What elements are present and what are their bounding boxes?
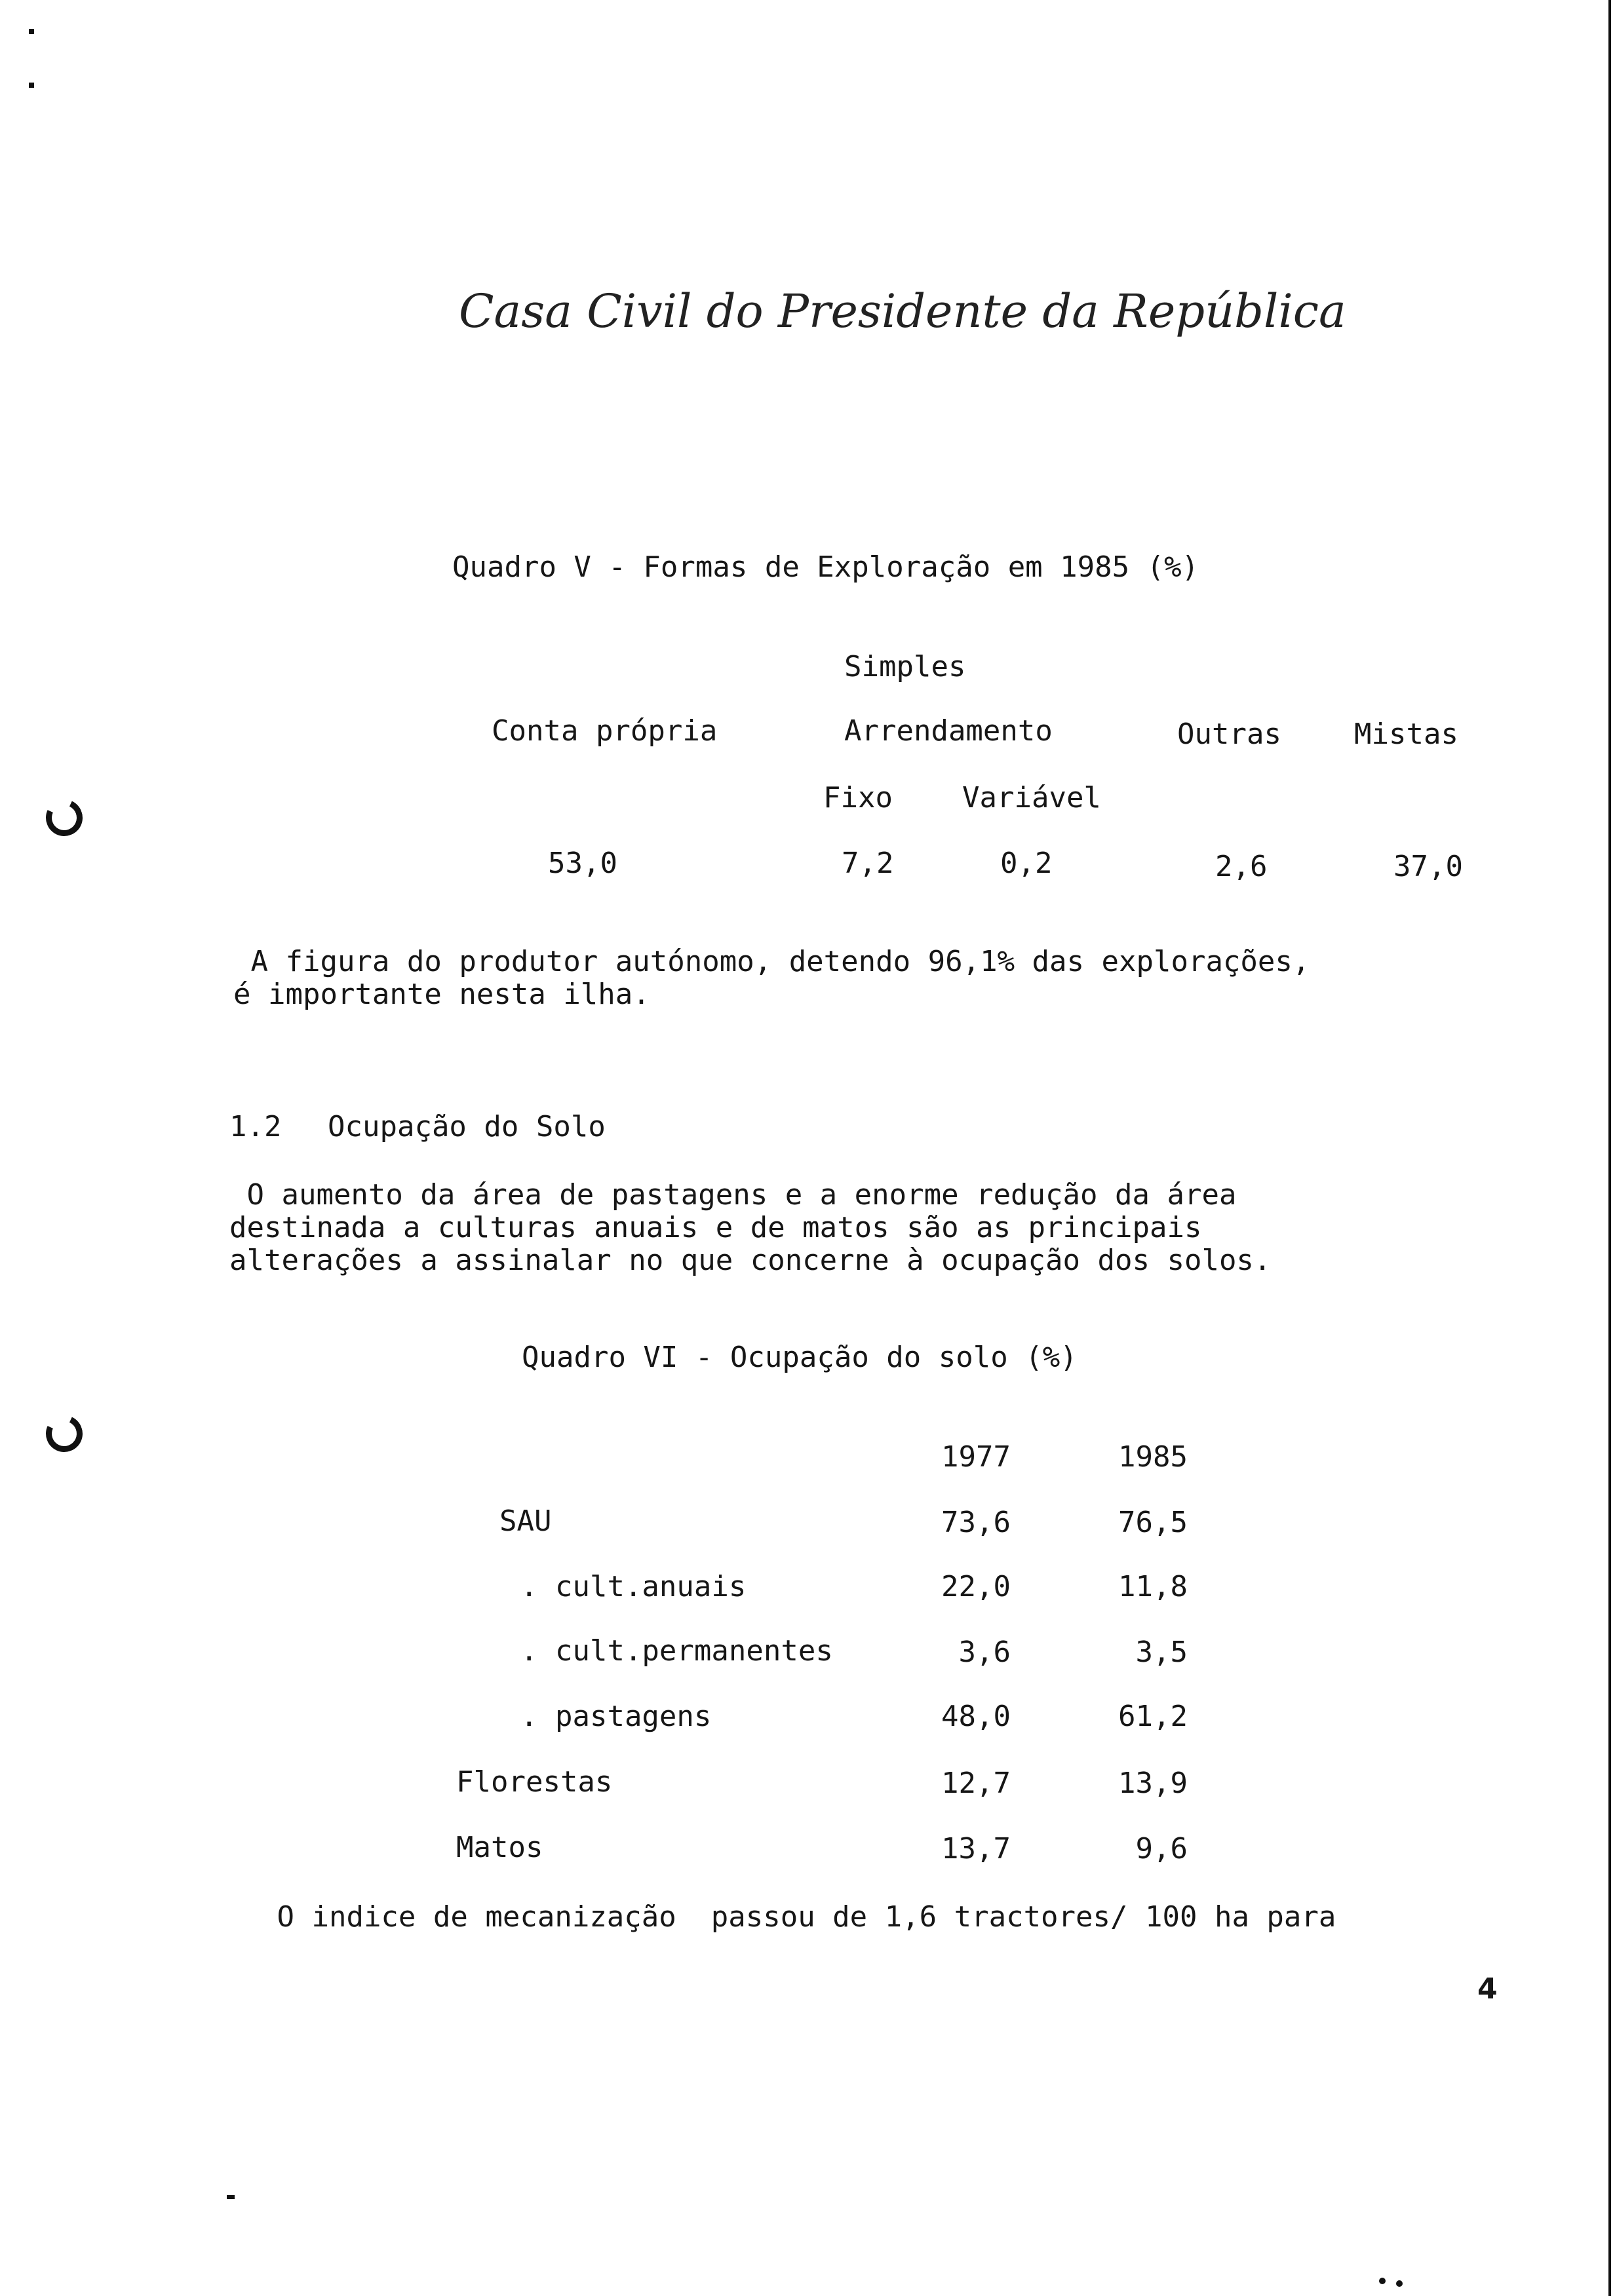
quadro-vi-cell-1977: 22,0 <box>941 1570 1011 1603</box>
paragraph-ocupacao-line-3: alterações a assinalar no que concerne à ocupação dos solos. <box>229 1244 1272 1277</box>
quadro-vi-cell-1977: 13,7 <box>941 1832 1011 1866</box>
scan-speck <box>29 29 34 34</box>
quadro-vi-cell-1985: 11,8 <box>1118 1570 1188 1603</box>
quadro-vi-row-label: . cult.permanentes <box>520 1634 833 1668</box>
scan-speck <box>1396 2280 1403 2287</box>
page-edge-line <box>1608 0 1611 2296</box>
punch-hole-mark <box>41 1410 88 1457</box>
quadro-v-header-conta-propria: Conta própria <box>492 714 718 748</box>
scan-speck <box>1379 2278 1386 2284</box>
quadro-vi-row-label: . pastagens <box>520 1700 712 1733</box>
quadro-v-header-outras: Outras <box>1177 718 1281 751</box>
quadro-v-simples-header: Simples <box>844 650 966 683</box>
quadro-vi-cell-1985: 3,5 <box>1135 1636 1188 1669</box>
quadro-vi-cell-1985: 13,9 <box>1118 1767 1188 1800</box>
quadro-v-header-mistas: Mistas <box>1354 718 1458 751</box>
quadro-vi-cell-1977: 73,6 <box>941 1506 1011 1539</box>
section-title: Ocupação do Solo <box>328 1110 606 1143</box>
paragraph-ocupacao-line-2: destinada a culturas anuais e de matos são as principais <box>229 1211 1202 1244</box>
quadro-v-value-mistas: 37,0 <box>1393 850 1463 883</box>
quadro-v-value-outras: 2,6 <box>1215 850 1268 883</box>
quadro-vi-cell-1977: 48,0 <box>941 1700 1011 1733</box>
letterhead: Casa Civil do Presidente da República <box>459 284 1346 338</box>
quadro-vi-cell-1977: 12,7 <box>941 1767 1011 1800</box>
quadro-vi-row-label: Matos <box>456 1831 543 1864</box>
quadro-vi-cell-1985: 61,2 <box>1118 1700 1188 1733</box>
quadro-vi-cell-1985: 9,6 <box>1135 1832 1188 1866</box>
quadro-vi-cell-1985: 76,5 <box>1118 1506 1188 1539</box>
scan-speck <box>29 83 34 88</box>
quadro-v-value-conta-propria: 53,0 <box>548 847 617 880</box>
quadro-vi-row-label: . cult.anuais <box>520 1570 747 1603</box>
quadro-vi-title: Quadro VI - Ocupação do solo (%) <box>522 1341 1078 1374</box>
page-number: 4 <box>1477 1972 1498 2006</box>
quadro-v-subheader-variavel: Variável <box>962 781 1101 814</box>
paragraph-produtor-line-2: é importante nesta ilha. <box>233 978 650 1011</box>
quadro-v-subheader-fixo: Fixo <box>823 781 893 814</box>
quadro-vi-cell-1977: 3,6 <box>958 1636 1011 1669</box>
quadro-v-value-fixo: 7,2 <box>842 847 894 880</box>
quadro-vi-year-1985: 1985 <box>1118 1440 1188 1474</box>
paragraph-ocupacao-line-1: O aumento da área de pastagens e a enorme redução da área <box>229 1178 1237 1212</box>
quadro-v-header-arrendamento: Arrendamento <box>844 714 1053 748</box>
section-number: 1.2 <box>229 1110 282 1143</box>
quadro-vi-row-label: Florestas <box>456 1765 613 1799</box>
quadro-vi-year-1977: 1977 <box>941 1440 1011 1474</box>
punch-hole-mark <box>41 794 88 841</box>
quadro-vi-row-label: SAU <box>499 1504 552 1538</box>
quadro-v-value-variavel: 0,2 <box>1000 847 1053 880</box>
quadro-v-title: Quadro V - Formas de Exploração em 1985 (%) <box>452 550 1199 584</box>
paragraph-produtor-line-1: A figura do produtor autónomo, detendo 96,1% das explorações, <box>233 945 1310 978</box>
paragraph-mecanizacao-line-1: O indice de mecanização passou de 1,6 tractores/ 100 ha para <box>260 1900 1336 1934</box>
scan-speck <box>227 2195 235 2199</box>
